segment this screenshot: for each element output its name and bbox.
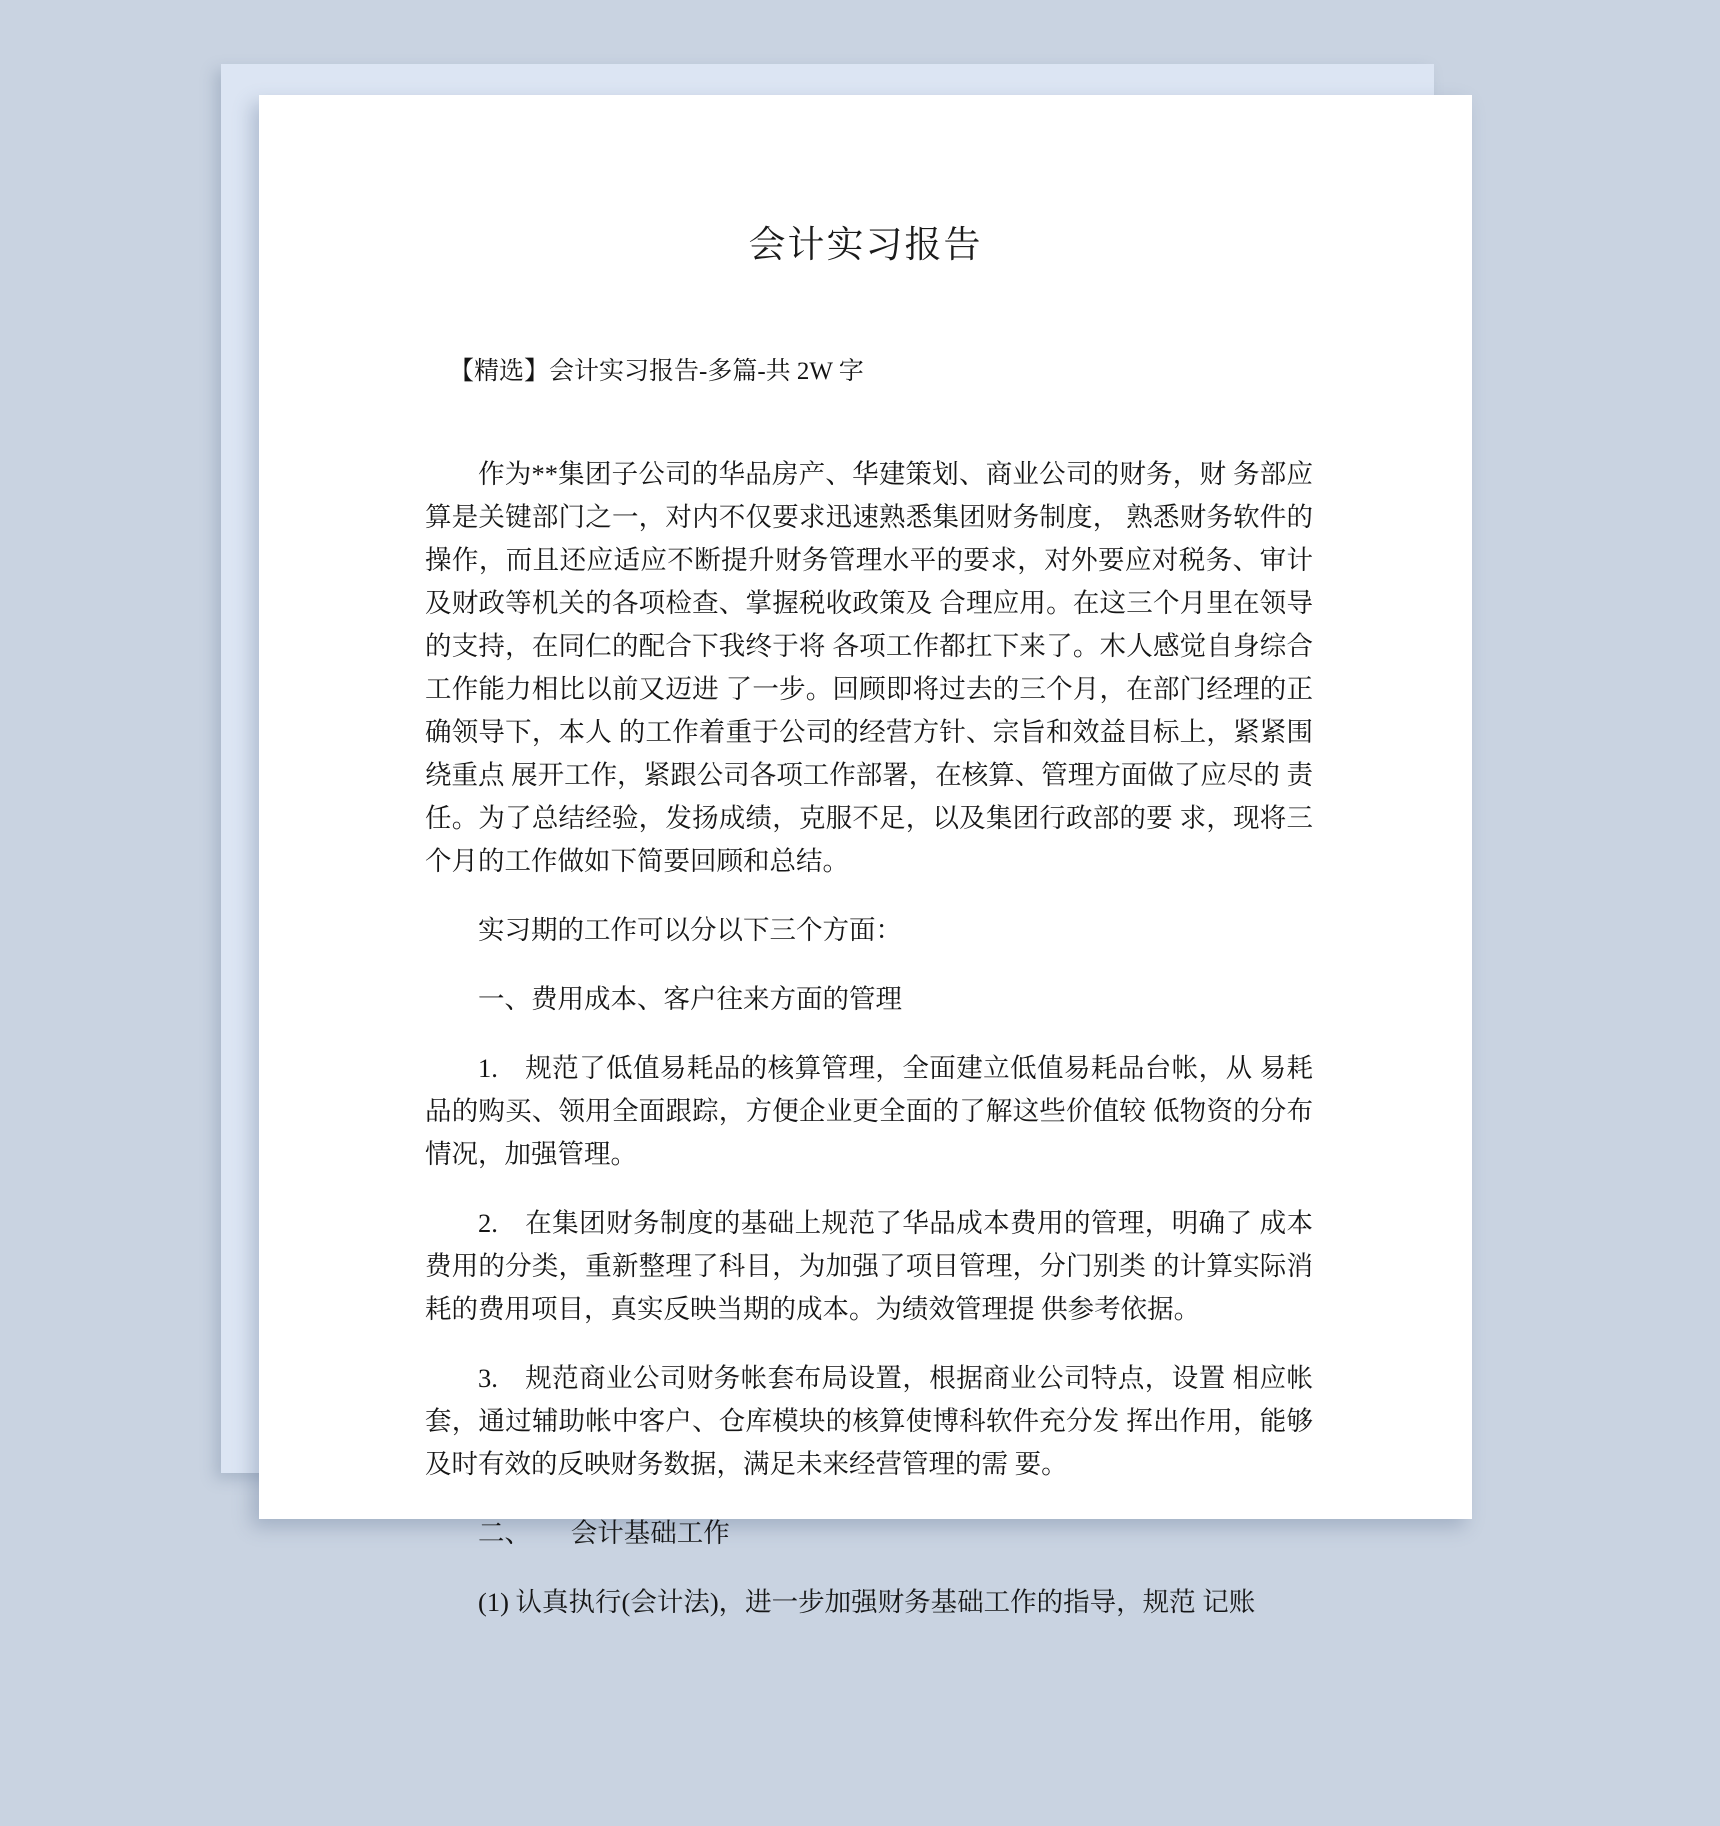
section-heading-one: 一、费用成本、客户往来方面的管理 xyxy=(478,983,902,1014)
document-page xyxy=(259,95,1472,1617)
list-item-1: 1. 规范了低值易耗品的核算管理，全面建立低值易耗品台帐，从 易耗品的购买、领用全面跟踪，方便企业更全面的了解这些价值较 低物资的分布情况，加强管理。 xyxy=(425,1052,1313,1169)
page-content xyxy=(259,95,1472,1617)
page-title: 会计实习报告 xyxy=(748,225,983,266)
paragraph-overview: 实习期的工作可以分以下三个方面： xyxy=(478,914,902,945)
list-item-4: (1) 认真执行(会计法)，进一步加强财务基础工作的指导，规范 记账 xyxy=(478,1586,1256,1617)
document-body xyxy=(425,353,1313,1624)
list-item-3: 3. 规范商业公司财务帐套布局设置，根据商业公司特点，设置 相应帐套，通过辅助帐中客户、仓库模块的核算使博科软件充分发 挥出作用，能够及时有效的反映财务数据，满足未来经营管理的需 要。 xyxy=(425,1362,1313,1479)
document-subtitle: 【精选】会计实习报告-多篇-共 2W 字 xyxy=(449,358,864,385)
list-item-2: 2. 在集团财务制度的基础上规范了华品成本费用的管理，明确了 成本费用的分类，重新整理了科目，为加强了项目管理，分门别类 的计算实际消耗的费用项目，真实反映当期的成本。为绩效管理提 供参考依据。 xyxy=(425,1207,1313,1324)
paragraph-intro: 作为**集团子公司的华品房产、华建策划、商业公司的财务，财 务部应算是关键部门之一，对内不仅要求迅速熟悉集团财务制度， 熟悉财务软件的操作，而且还应适应不断提升财务管理水平的要求，对外要应对税务、审计及财政等机关的各项检查、掌握税收政策及 合理应用。在这三个月里在领导的支持，在同仁的配合下我终于将 各项工作都扛下来了。木人感觉自身综合工作能力相比以前又迈进 了一步。回顾即将过去的三个月，在部门经理的正确领导下，本人 的工作着重于公司的经营方针、宗旨和效益目标上，紧紧围绕重点 展开工作，紧跟公司各项工作部署，在核算、管理方面做了应尽的 责任。为了总结经验，发扬成绩，克服不足，以及集团行政部的要 求，现将三个月的工作做如下简要回顾和总结。 xyxy=(425,458,1313,876)
section-heading-two: 二、 会计基础工作 xyxy=(478,1517,730,1548)
